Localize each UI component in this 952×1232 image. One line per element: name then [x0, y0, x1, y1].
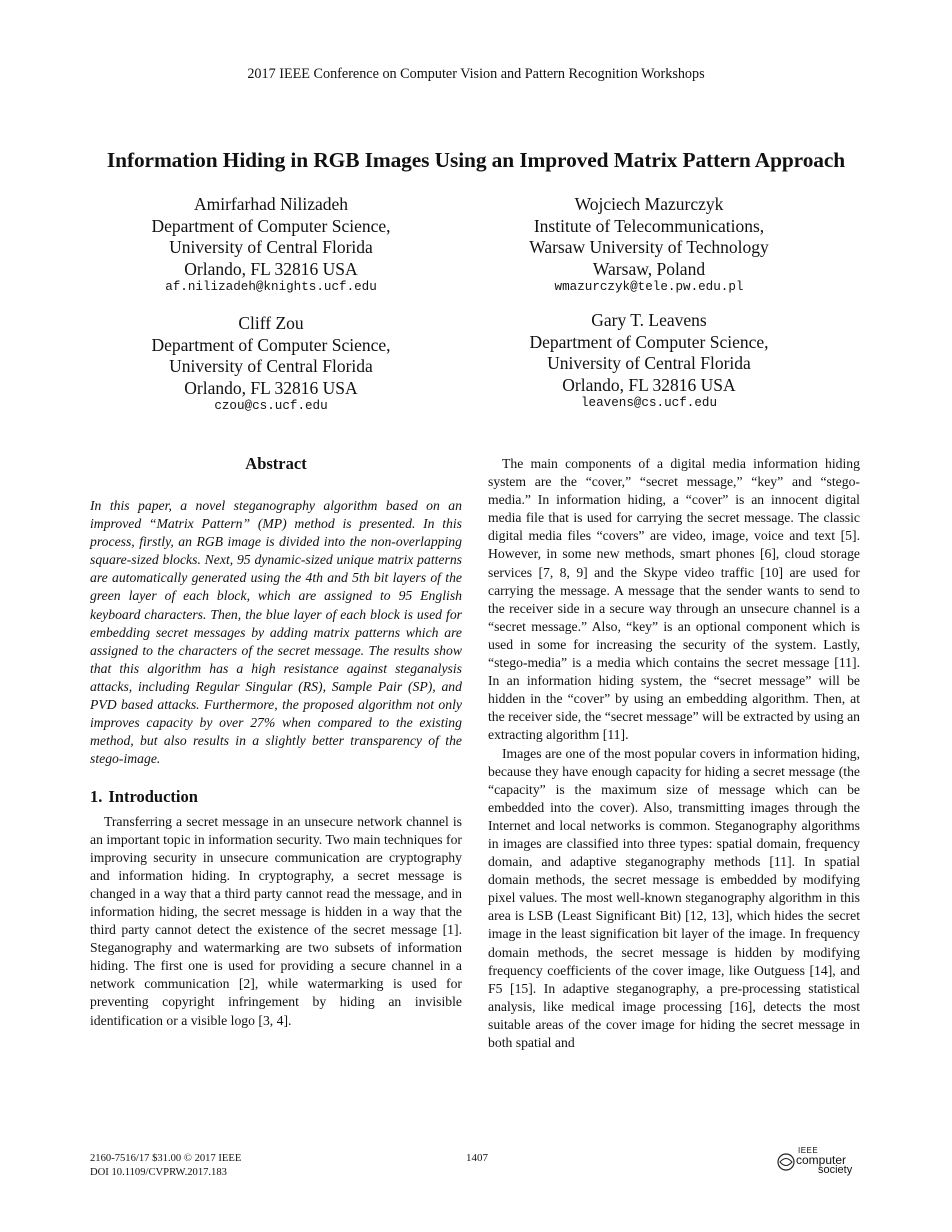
society-emblem-icon [776, 1152, 796, 1172]
logo-society-text: society [818, 1164, 853, 1176]
author-block [101, 194, 441, 295]
author-loc: Warsaw, Poland [592, 258, 706, 279]
author-email: wmazurczyk@tele.pw.edu.pl [554, 280, 744, 294]
paragraph: Images are one of the most popular covers in information hiding, because they have enough capacity for hiding a secret message (the “capacity” is the maximum size of message which can be embedded into the cover). Also, transmitting images through the Internet and local networks is common. Steganography algorithms in images are classified into three types: spatial domain, frequency domain, and adaptive steganography methods [11]. In spatial domain methods, the secret message is embedded by modifying pixel values. The most well-known steganography algorithm in this area is LSB (Least Significant Bit) [12, 13], which hides the secret image in the least signification bit layer of the image. In frequency domain methods, the secret message is hidden by modifying frequency coefficients of the cover image, like Outguess [14], and F5 [15]. In adaptive steganography, a pre-processing statistical analysis, like medical image processing [16], detects the most suitable areas of the cover image for hiding the secret message in both spatial and [488, 745, 860, 1050]
author-inst: University of Central Florida [169, 237, 373, 257]
author-block [479, 310, 819, 411]
left-column [90, 455, 462, 1030]
section-heading [90, 788, 462, 806]
page-number: 1407 [466, 1152, 488, 1164]
author-inst: University of Central Florida [547, 353, 751, 373]
author-name: Wojciech Mazurczyk [574, 194, 724, 214]
author-email: czou@cs.ucf.edu [214, 399, 328, 413]
author-loc: Orlando, FL 32816 USA [184, 258, 358, 279]
author-email: leavens@cs.ucf.edu [580, 396, 718, 410]
author-email: af.nilizadeh@knights.ucf.edu [165, 280, 377, 294]
author-block [101, 313, 441, 414]
author-loc: Orlando, FL 32816 USA [562, 374, 736, 395]
author-name: Cliff Zou [238, 313, 304, 333]
author-name: Amirfarhad Nilizadeh [193, 194, 349, 214]
section-title: Introduction [108, 787, 198, 807]
author-dept: Department of Computer Science, [529, 331, 769, 352]
logo-computer-text: computer [796, 1153, 847, 1167]
abstract-text: In this paper, a novel steganography algorithm based on an improved “Matrix Pattern” (MP) method is presented. In this process, firstly, an RGB image is divided into the non-overlapping square-sized blocks. Next, 95 dynamic-sized unique matrix patterns are automatically generated using the 4th and 5th bit layers of the green layer of each block, which are assigned to 95 English keyboard characters. Then, the blue layer of each block is used for embedding secret messages by adding matrix patterns which are assigned to the characters of the secret message. The results show that this algorithm has a high resistance against steganalysis attacks, including Regular Singular (RS), Sample Pair (SP), and PVD based attacks. Furthermore, the proposed algorithm not only improves capacity by over 27% when compared to the existing method, but also results in a slightly better transparency of the stego-image. [90, 498, 462, 767]
ieee-computer-society-logo [776, 1146, 860, 1176]
author-block [479, 194, 819, 295]
abstract-heading: Abstract [245, 454, 307, 473]
footer-info [90, 1152, 241, 1180]
author-dept: Institute of Telecommunications, [533, 215, 765, 236]
conference-header: 2017 IEEE Conference on Computer Vision and Pattern Recognition Workshops [247, 66, 705, 82]
author-dept: Department of Computer Science, [151, 334, 391, 355]
author-inst: University of Central Florida [169, 356, 373, 376]
logo-ieee-text: IEEE [798, 1146, 819, 1155]
author-dept: Department of Computer Science, [151, 215, 391, 236]
author-name: Gary T. Leavens [591, 310, 707, 330]
paper-title: Information Hiding in RGB Images Using an Improved Matrix Pattern Approach [106, 148, 846, 172]
footer-issn: 2160-7516/17 $31.00 © 2017 IEEE [90, 1153, 242, 1164]
author-inst: Warsaw University of Technology [529, 237, 769, 257]
author-loc: Orlando, FL 32816 USA [184, 377, 358, 398]
right-column [488, 455, 860, 1052]
paragraph: Transferring a secret message in an unsecure network channel is an important topic in information security. Two main techniques for improving security in unsecure communication are cryptography and information hiding. In cryptography, a secret message is changed in a way that a third party cannot read the message, and in information hiding, the secret message is hidden in a way that the third party cannot detect the existence of the secret message [1]. Steganography and watermarking are two subsets of information hiding. The first one is used for providing a secure channel in a network communication [2], while watermarking is used for preventing copyright infringement by hiding an invisible identification or a visible logo [3, 4]. [90, 813, 462, 1028]
section-number: 1. [90, 787, 103, 807]
paragraph: The main components of a digital media information hiding system are the “cover,” “secret message,” “key” and “stego-media.” In information hiding, a “cover” is an innocent digital media file that is used for carrying the secret message. The classic digital media files “covers” are video, image, voice and text [5]. However, in some new methods, smart phones [6], cloud storage services [7, 8, 9] and the Skype video traffic [10] are used for carrying the message. A message that the sender wants to send to the receiver side in a secure way through an unsecure channel is a “secret message.” Also, “key” is an optional component which is used in some for increasing the security of the system. Lastly, “stego-media” is a media which contains the secret message [11]. In an information hiding system, the “secret message” will be hidden in the “cover” by using an embedding algorithm. Then, at the receiver side, the “secret message” will be extracted by using an extracting algorithm [11]. [488, 456, 860, 743]
footer-doi: DOI 10.1109/CVPRW.2017.183 [90, 1167, 227, 1178]
